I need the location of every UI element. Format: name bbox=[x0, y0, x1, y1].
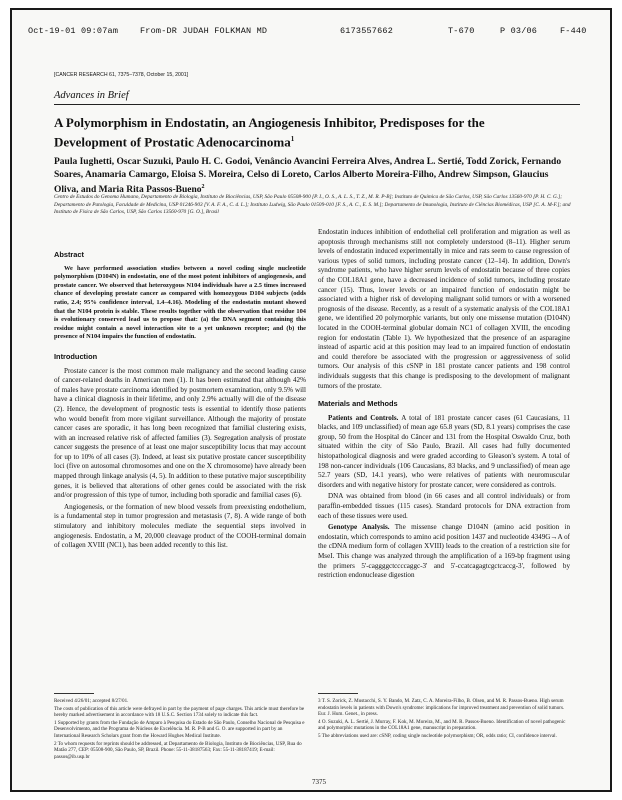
footnotes-left bbox=[54, 698, 306, 761]
footnote-costs: The costs of publication of this article were defrayed in part by the payment of page charges. This article must therefore be hereby marked advertisement in accordance with 18 U.S.C. Section 1734 solely to indicate this fact. bbox=[54, 705, 305, 719]
fax-code: F-440 bbox=[560, 26, 587, 36]
article-title bbox=[54, 114, 554, 150]
author-names: Paula Iughetti, Oscar Suzuki, Paulo H. C. Godoi, Venâncio Avancini Ferreira Alves, Andrea L. Sertié, Todd Zorick, Fernando Soares, Anamaria Camargo, Eloisa S. Moreira, Celso di Loreto, Carlos Alberto Moreira-Filho, Andrew Simpson, Glaucius Oliva, and Maria Rita Passos-Bueno bbox=[54, 157, 562, 196]
methods-p1-text: A total of 181 prostate cancer cases (61 Caucasians, 11 blacks, and 109 unclassified) of mean age 65.8 years (SD, 8.1 years) comprises the case group, 50 from the Hospital do Câncer and 131 from the Hospital Oswaldo Cruz, both situated within the city of São Paulo, Brazil. All cases had fully documented histopathological diagnosis and were graded according to Gleason's system. A total of 198 non-cancer individuals (106 Caucasians, 83 blacks, and 9 unclassified) of mean age 52.7 years (SD, 14.1 years), who were relatives of patients with neuromuscular disorders and with negative history for prostate cancer, were considered as controls. bbox=[318, 413, 570, 489]
title-footnote-mark: 1 bbox=[290, 135, 295, 143]
section-rule bbox=[54, 104, 580, 105]
author-list bbox=[54, 156, 574, 197]
footnote-rule-right bbox=[318, 693, 358, 694]
journal-citation: [CANCER RESEARCH 61, 7375–7378, October 15, 2001] bbox=[54, 72, 189, 78]
methods-p1-lead: Patients and Controls. bbox=[328, 413, 399, 422]
introduction-paragraph-1: Prostate cancer is the most common male malignancy and the second leading cause of cancer-related deaths in American men (1). It has been estimated that although 42% of males have prostate carcinoma identified by postmortem examination, only 9.5% will have a clinical diagnosis in their lifetime, and only 2.9% actually will die of the disease (2). Hence, the development of prognostic tests is essential to identify those patients who would benefit from more vigilant surveillance. Although the majority of prostate cancer cases are sporadic, it has long been recognized that familial clustering exists, with an increased relative risk of affected families (3). Segregation analysis of prostate cancer suggests the presence of at least one major susceptibility locus that may account for up to 10% of all cases (3). Indeed, at least six putative prostate cancer susceptibility loci (five on autosomal chromosomes and one on the X chromosome) have already been mapped through linkage analysis (4, 5). In addition to these putative major susceptibility genes, it is believed that alterations of other genes could be associated with the risk and/or progression of this type of tumor, including both sporadic and familial cases (6). bbox=[54, 366, 306, 500]
fax-pages: P 03/06 bbox=[500, 26, 538, 36]
author-footnote-mark: 2 bbox=[201, 184, 205, 190]
footnote-received: Received 4/26/01; accepted 8/27/01. bbox=[54, 698, 129, 704]
fax-date-time: Oct-19-01 09:07am bbox=[28, 26, 119, 36]
introduction-heading: Introduction bbox=[54, 351, 98, 361]
footnote-5: 5 The abbreviations used are: cSNP, coding single nucleotide polymorphism; OR, odds ratio; CI, confidence interval. bbox=[318, 732, 557, 739]
methods-p3-text: The missense change D104N (amino acid position in endostatin, which corresponds to amino acid position 1437 and nucleotide 4349G→A of the cDNA medium form of collagen XVIII) leads to the creation of a restriction site for MseI. This change was analyzed through the amplification of a 169-bp fragment using the primers 5'-caggggctccccaggc-3' and 5'-ccatcagagtcgctcaccg-3', followed by restriction endonuclease digestion bbox=[318, 523, 570, 580]
fax-tx: T-670 bbox=[448, 26, 475, 36]
footnote-3: 3 T. S. Zorick, Z. Mustacchi, S. Y. Bando, M. Zatz, C. A. Moreira-Filho, B. Olsen, and M. R. Passos-Bueno. High serum endostatin levels in patients with Down's syndrome: implications for improved treatment and prevention of solid tumors. Eur. J. Hum. Genet., in press. bbox=[318, 698, 565, 718]
scanned-page bbox=[10, 8, 612, 792]
methods-paragraph-1 bbox=[318, 414, 570, 491]
abstract-heading: Abstract bbox=[54, 250, 84, 259]
right-column bbox=[318, 228, 570, 583]
methods-heading: Materials and Methods bbox=[318, 399, 398, 409]
footnote-support: 1 Supported by grants from the Fundação de Amparo à Pesquisa do Estado de São Paulo, Conselho Nacional de Pesquisa e Desenvolvimento, and the Programa de Núcleos de Excelência. M. R. P-B and G. O. are supported in part by an International Research Scholars grant from the Howard Hughes Medical Institute. bbox=[54, 719, 305, 739]
left-column bbox=[54, 246, 306, 553]
methods-paragraph-3 bbox=[318, 523, 570, 581]
right-paragraph-1: Endostatin induces inhibition of endothelial cell proliferation and migration as well as apoptosis through mechanisms still not completely understood (8–11). Higher serum levels of endostatin induced experimentally in mice and rats seem to cause regression of various types of solid tumors, including prostate cancer (12–14). In addition, Down's syndrome patients, who have higher serum levels of endostatin because of three copies of the COL18A1 gene, have a decreased incidence of solid tumors, including prostate cancer (15). Thus, lower levels or an impaired function of endostatin might be associated with a higher risk of developing malignant solid tumors or with a worsened prognosis of the disease. Recently, as a result of a systematic analysis of the COL18A1 gene, we identified 20 polymorphic variants, but only one missense mutation (D104N) located in the COOH-terminal globular domain NC1 of collagen XVIII, the encoding region for endostatin (Table 1). We hypothesized that the presence of an asparagine instead of aspartic acid at this position may lead to an impaired function of endostatin and could therefore be associated with the progression or aggressiveness of solid tumors. Our analysis of this cSNP in 181 prostate cancer patients and 198 control individuals suggests that this change is predisposing to the development of malignant tumors of the prostate. bbox=[318, 228, 570, 390]
footnote-rule-left bbox=[54, 693, 94, 694]
section-title: Advances in Brief bbox=[54, 90, 129, 101]
fax-phone: 6173557662 bbox=[340, 26, 394, 36]
fax-from: From-DR JUDAH FOLKMAN MD bbox=[140, 26, 268, 36]
fax-header bbox=[28, 26, 600, 40]
footnotes-right bbox=[318, 698, 570, 741]
affiliations: Centro de Estudos do Genoma Humano, Departamento de Biologia, Instituto de Biociências, USP, São Paulo 05508-900 [P. I., O. S., A. L. S., T. Z., M. R. P-B]; Instituto de Química de São Carlos, USP, São Carlos 13560-970 [P. H. C. G.]; Departamento de Patologia, Faculdade de Medicina, USP 01246-903 [V. A. F. A., C. d. L.]; Instituto Ludwig, São Paulo 01509-010 [F. S., A. C., E. S. M.]; Departamento de Imunologia, Instituto de Ciências Biomédicas, USP [C. A. M-F.]; and Instituto de Física de São Carlos, USP, São Carlos 13560-970 [G. O.], Brasil bbox=[54, 194, 571, 215]
footnote-reprints: 2 To whom requests for reprints should be addressed, at Departamento de Biologia, Instituto de Biociências, USP, Rua do Matão 277, CEP: 05508-900, São Paulo, SP, Brazil. Phone: 55-11-38187563; Fax: 55-11-38187419; E-mail: passos@ib.usp.br bbox=[54, 740, 302, 760]
methods-paragraph-2: DNA was obtained from blood (in 66 cases and all control individuals) or from paraffin-embedded tissues (115 cases). Standard protocols for DNA extraction from each of these tissues were used. bbox=[318, 492, 570, 520]
abstract-text: We have performed association studies between a novel coding single nucleotide polymorphism (D104N) in endostatin, one of the most potent inhibitors of angiogenesis, and prostate cancer. We observed that heterozygous N104 individuals have a 2.5 times increased chance of developing prostate cancer as compared with homozygous D104 subjects (odds ratio, 2.4; 95% confidence interval, 1.4–4.16). Modeling of the endostatin mutant showed that the N104 protein is stable. These results together with the observation that residue 104 is evolutionary conserved lead us to propose that: (a) the DNA segment containing this residue might contain a novel interaction site to a yet unknown receptor; and (b) the presence of N104 impairs the function of endostatin. bbox=[54, 264, 306, 341]
article-title-text: A Polymorphism in Endostatin, an Angiogenesis Inhibitor, Predisposes for the Development of Prostatic Adenocarcinoma bbox=[54, 115, 485, 150]
methods-p3-lead: Genotype Analysis. bbox=[328, 523, 390, 532]
footnote-4: 4 O. Suzuki, A. L. Sertié, J. Murray, F. Kok, M. Moreira, M., and M. R. Passos-Bueno. Identification of novel pathogenic and polymorphic mutations in the COL18A1 gene, manuscript in preparation. bbox=[318, 718, 566, 732]
introduction-paragraph-2: Angiogenesis, or the formation of new blood vessels from preexisting endothelium, is a fundamental step in tumor progression and metastasis (7, 8). A wide range of both stimulatory and inhibitory molecules mediate the sequential steps involved in angiogenesis. Endostatin, a M, 20,000 cleavage product of the COOH-terminal domain of collagen XVIII (NC1), has been added recently to this list. bbox=[54, 502, 306, 550]
page-number: 7375 bbox=[312, 778, 326, 786]
